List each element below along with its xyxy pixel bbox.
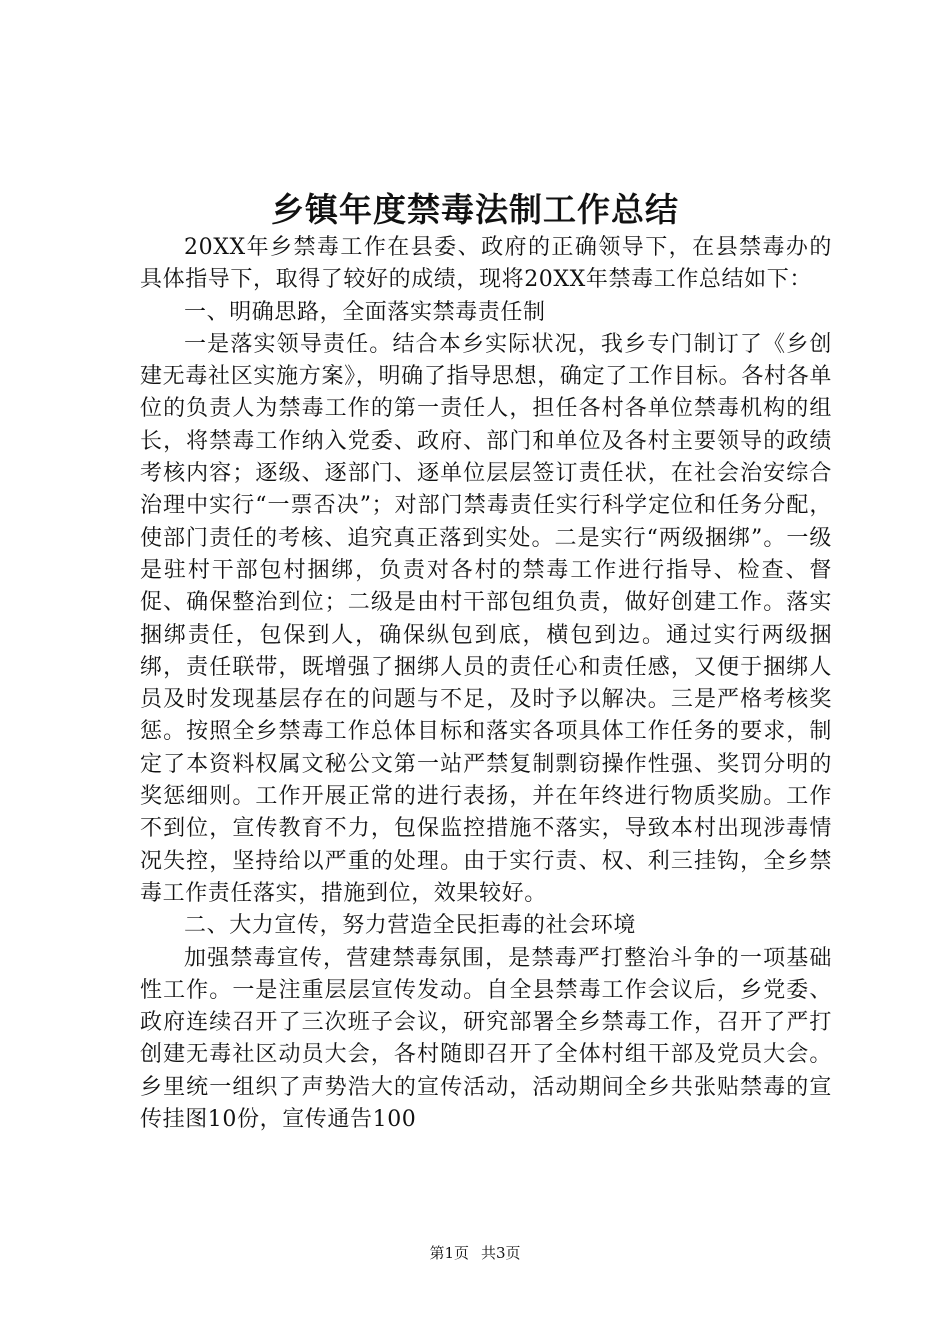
section-heading-2: 二、大力宣传，努力营造全民拒毒的社会环境	[184, 913, 637, 939]
paragraph-intro: 20XX年乡禁毒工作在县委、政府的正确领导下，在县禁毒办的具体指导下，取得了较好的成绩，现将20XX年禁毒工作总结如下：	[140, 235, 832, 293]
page-total: 共3页	[481, 1244, 521, 1262]
document-body	[140, 232, 832, 1136]
page-number: 第1页	[429, 1244, 469, 1262]
section-heading-1: 一、明确思路，全面落实禁毒责任制	[184, 299, 546, 325]
paragraph-section-2: 加强禁毒宣传，营建禁毒氛围，是禁毒严打整治斗争的一项基础性工作。一是注重层层宣传发动。自全县禁毒工作会议后，乡党委、政府连续召开了三次班子会议，研究部署全乡禁毒工作，召开了严打创建无毒社区动员大会，各村随即召开了全体村组干部及党员大会。乡里统一组织了声势浩大的宣传活动，活动期间全乡共张贴禁毒的宣传挂图10份，宣传通告100	[140, 945, 832, 1133]
paragraph-section-1: 一是落实领导责任。结合本乡实际状况，我乡专门制订了《乡创建无毒社区实施方案》，明确了指导思想，确定了工作目标。各村各单位的负责人为禁毒工作的第一责任人，担任各村各单位禁毒机构的组长，将禁毒工作纳入党委、政府、部门和单位及各村主要领导的政绩考核内容；逐级、逐部门、逐单位层层签订责任状，在社会治安综合治理中实行“一票否决”；对部门禁毒责任实行科学定位和任务分配，使部门责任的考核、追究真正落到实处。二是实行“两级捆绑”。一级是驻村干部包村捆绑，负责对各村的禁毒工作进行指导、检查、督促、确保整治到位；二级是由村干部包组负责，做好创建工作。落实捆绑责任，包保到人，确保纵包到底，横包到边。通过实行两级捆绑，责任联带，既增强了捆绑人员的责任心和责任感，又便于捆绑人员及时发现基层存在的问题与不足，及时予以解决。三是严格考核奖惩。按照全乡禁毒工作总体目标和落实各项具体工作任务的要求，制定了本资料权属文秘公文第一站严禁复制剽窃操作性强、奖罚分明的奖惩细则。工作开展正常的进行表扬，并在年终进行物质奖励。工作不到位，宣传教育不力，包保监控措施不落实，导致本村出现涉毒情况失控，坚持给以严重的处理。由于实行责、权、利三挂钩，全乡禁毒工作责任落实，措施到位，效果较好。	[140, 331, 832, 906]
document-title: 乡镇年度禁毒法制工作总结	[271, 190, 679, 229]
page-footer	[0, 1243, 950, 1263]
